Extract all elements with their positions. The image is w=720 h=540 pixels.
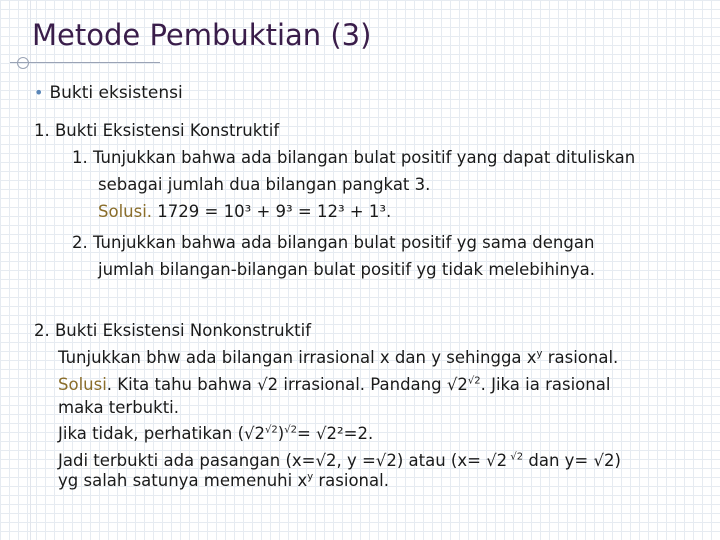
decor-vertical-line xyxy=(30,0,31,540)
decor-horizontal-line xyxy=(10,62,160,63)
section2-line5-b: dan y= √2) xyxy=(523,451,621,470)
section2-line3: maka terbukti. xyxy=(58,398,179,417)
section2-line6-sup: y xyxy=(307,471,314,483)
section2-line4-sup1: √2 xyxy=(265,424,278,436)
bullet-text: Bukti eksistensi xyxy=(49,83,183,103)
section2-line4-c: = √2²=2. xyxy=(296,424,374,443)
section1-heading: 1. Bukti Eksistensi Konstruktif xyxy=(34,121,280,140)
section2-line1-sup: y xyxy=(536,348,543,360)
section2-heading: 2. Bukti Eksistensi Nonkonstruktif xyxy=(34,321,312,340)
section2-line1-b: rasional. xyxy=(542,348,619,367)
solusi1-text: 1729 = 10³ + 9³ = 12³ + 1³. xyxy=(152,202,392,221)
section1-item2-line2: jumlah bilangan-bilangan bulat positif yg tidak melebihinya. xyxy=(98,260,595,279)
section2-line2-sup: √2 xyxy=(467,375,481,387)
slide-title: Metode Pembuktian (3) xyxy=(32,18,372,52)
section2-line5-sup: √2 xyxy=(507,451,524,463)
section2-line6-b: rasional. xyxy=(313,471,389,490)
section2-line4 xyxy=(58,421,373,447)
section2-line4-b: ) xyxy=(277,424,285,443)
section2-line4-a: Jika tidak, perhatikan (√2 xyxy=(58,424,266,443)
section2-line1 xyxy=(58,345,618,371)
solusi-label: Solusi. xyxy=(98,202,153,221)
section2-line4-sup2: √2 xyxy=(284,424,297,436)
bullet-item xyxy=(34,80,183,106)
section2-line2-b: . Jika ia rasional xyxy=(480,375,611,394)
section2-line5-a: Jadi terbukti ada pasangan (x=√2, y =√2) atau (x= √2 xyxy=(58,451,508,470)
section2-line6 xyxy=(58,468,389,494)
section2-line1-a: Tunjukkan bhw ada bilangan irrasional x dan y sehingga x xyxy=(58,348,537,367)
section2-line2-a: . Kita tahu bahwa √2 irrasional. Pandang √2 xyxy=(106,375,468,394)
section1-item2-line1: 2. Tunjukkan bahwa ada bilangan bulat positif yg sama dengan xyxy=(72,233,595,252)
section1-item1-line1: 1. Tunjukkan bahwa ada bilangan bulat positif yang dapat dituliskan xyxy=(72,148,636,167)
decor-circle-icon xyxy=(17,57,29,69)
solusi2-label: Solusi xyxy=(58,375,107,394)
section1-solusi-line xyxy=(98,199,391,225)
section1-item1-line2: sebagai jumlah dua bilangan pangkat 3. xyxy=(98,175,431,194)
section2-line6-a: yg salah satunya memenuhi x xyxy=(58,471,308,490)
bullet-dot-icon: • xyxy=(34,83,44,102)
